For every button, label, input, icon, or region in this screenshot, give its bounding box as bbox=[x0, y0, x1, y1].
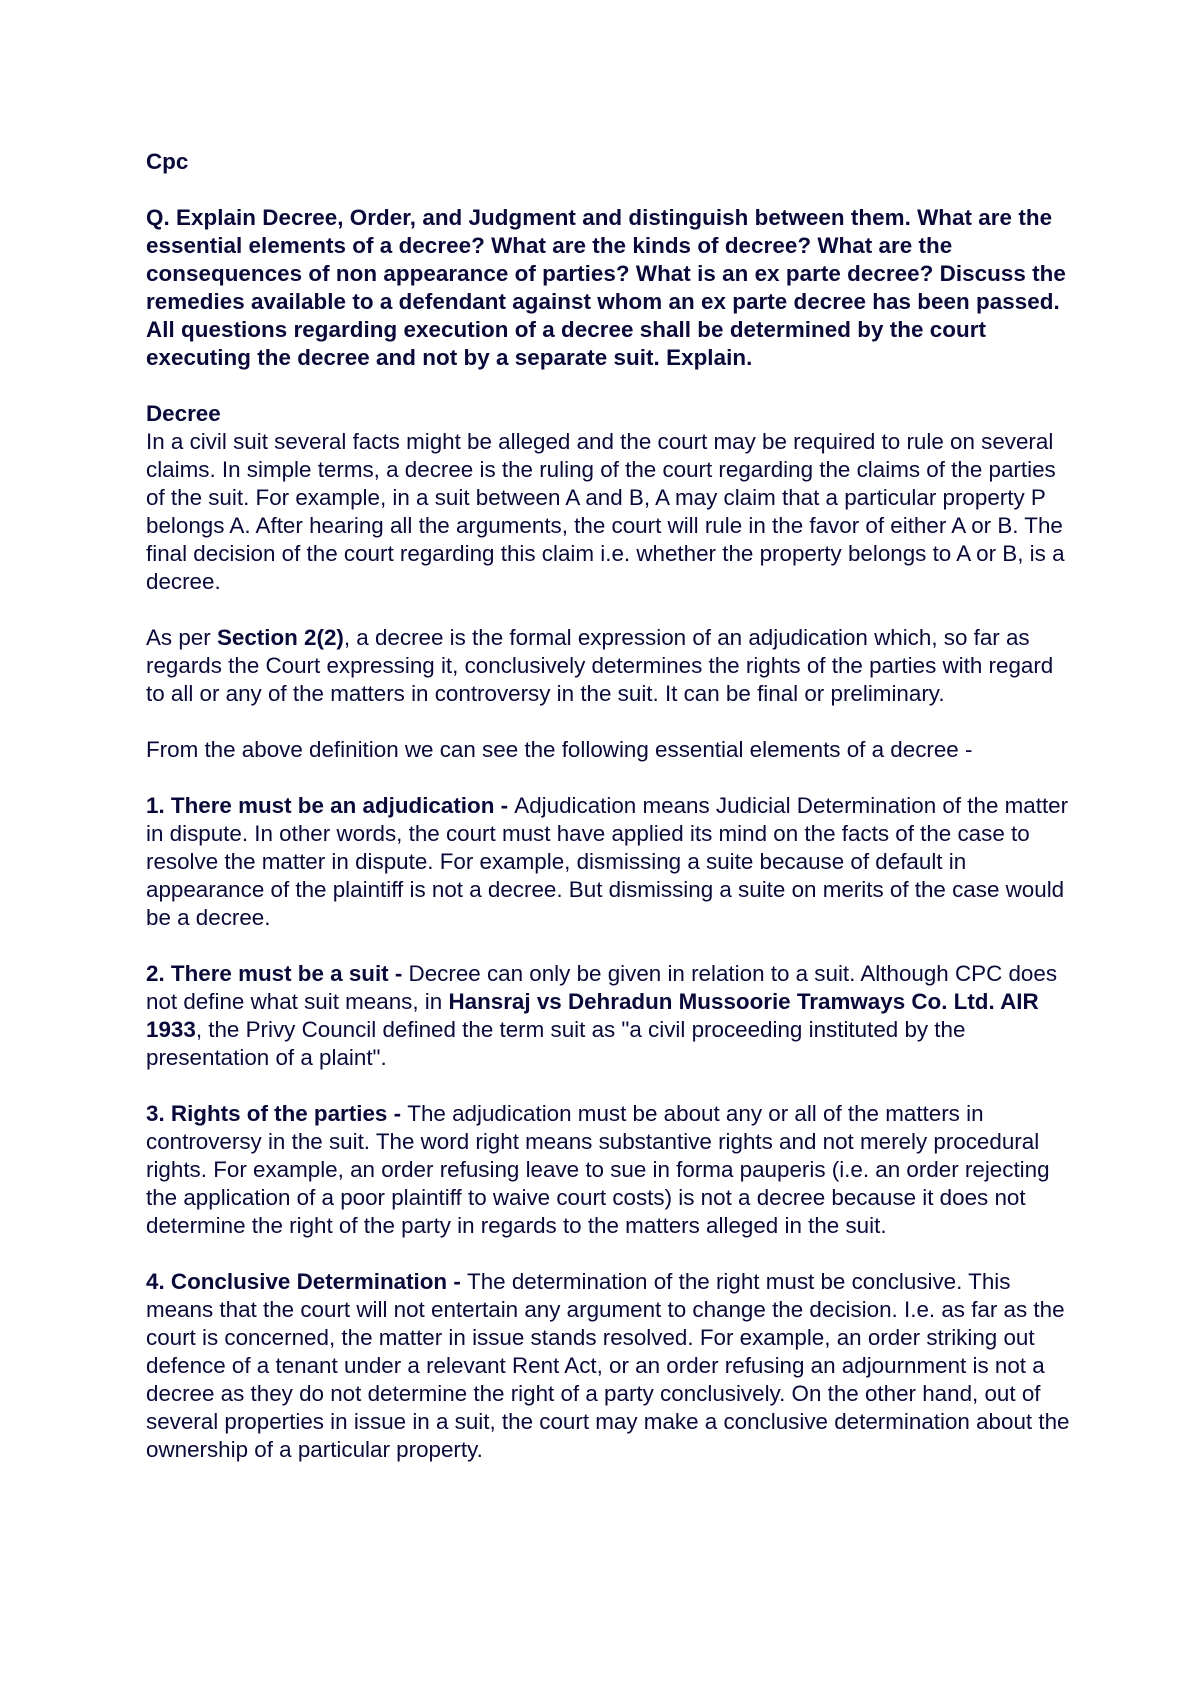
section-definition-paragraph bbox=[146, 624, 1076, 708]
element-title: 4. Conclusive Determination - bbox=[146, 1269, 468, 1294]
element-text: , the Privy Council defined the term suit as "a civil proceeding instituted by the presentation of a plaint". bbox=[146, 1017, 966, 1070]
element-text: The adjudication must be about any or all of the matters in controversy in the suit. The word right means substantive rights and not merely procedural rights. For example, an order refusing leave to sue in forma pauperis (i.e. an order rejecting the application of a poor plaintiff to waive court costs) is not a decree because it does not determine the right of the party in regards to the matters alleged in the suit. bbox=[146, 1101, 1050, 1238]
decree-section bbox=[146, 400, 1076, 596]
section-reference: Section 2(2) bbox=[216, 625, 344, 650]
element-item bbox=[146, 1100, 1076, 1240]
question-paragraph: Q. Explain Decree, Order, and Judgment and distinguish between them. What are the essential elements of a decree? What are the kinds of decree? What are the consequences of non appearance of parties? What is an ex parte decree? Discuss the remedies available to a defendant against whom an ex parte decree has been passed. All questions regarding execution of a decree shall be determined by the court executing the decree and not by a separate suit. Explain. bbox=[146, 205, 1066, 370]
element-text: Decree can only be given in relation to a suit. Although CPC does not define what suit means, in bbox=[146, 961, 1058, 1014]
decree-heading: Decree bbox=[146, 401, 221, 426]
case-citation: Hansraj vs Dehradun Mussoorie Tramways Co. Ltd. AIR 1933 bbox=[146, 989, 1039, 1042]
element-text: Adjudication means Judicial Determination of the matter in dispute. In other words, the court must have applied its mind on the facts of the case to resolve the matter in dispute. For example, dismissing a suite because of default in appearance of the plaintiff is not a decree. But dismissing a suite on merits of the case would be a decree. bbox=[146, 793, 1069, 930]
section-definition-text: , a decree is the formal expression of an adjudication which, so far as regards the Court expressing it, conclusively determines the rights of the parties with regard to all or any of the matters in controversy in the suit. It can be final or preliminary. bbox=[146, 625, 1054, 706]
element-text: The determination of the right must be conclusive. This means that the court will not entertain any argument to change the decision. I.e. as far as the court is concerned, the matter in issue stands resolved. For example, an order striking out defence of a tenant under a relevant Rent Act, or an order refusing an adjournment is not a decree as they do not determine the right of a party conclusively. On the other hand, out of several properties in issue in a suit, the court may make a conclusive determination about the ownership of a particular property. bbox=[146, 1269, 1070, 1462]
element-item bbox=[146, 960, 1076, 1072]
decree-intro-text: In a civil suit several facts might be alleged and the court may be required to rule on several claims. In simple terms, a decree is the ruling of the court regarding the claims of the parties of the suit. For example, in a suit between A and B, A may claim that a particular property P belongs A. After hearing all the arguments, the court will rule in the favor of either A or B. The final decision of the court regarding this claim i.e. whether the property belongs to A or B, is a decree. bbox=[146, 429, 1065, 594]
elements-intro: From the above definition we can see the following essential elements of a decree - bbox=[146, 737, 973, 762]
element-title: 3. Rights of the parties - bbox=[146, 1101, 408, 1126]
element-title: 2. There must be a suit - bbox=[146, 961, 409, 986]
element-title: 1. There must be an adjudication - bbox=[146, 793, 515, 818]
document-page bbox=[146, 148, 1076, 1492]
document-title: Cpc bbox=[146, 149, 189, 174]
section-prefix: As per bbox=[146, 625, 217, 650]
element-item bbox=[146, 1268, 1076, 1464]
element-item bbox=[146, 792, 1076, 932]
